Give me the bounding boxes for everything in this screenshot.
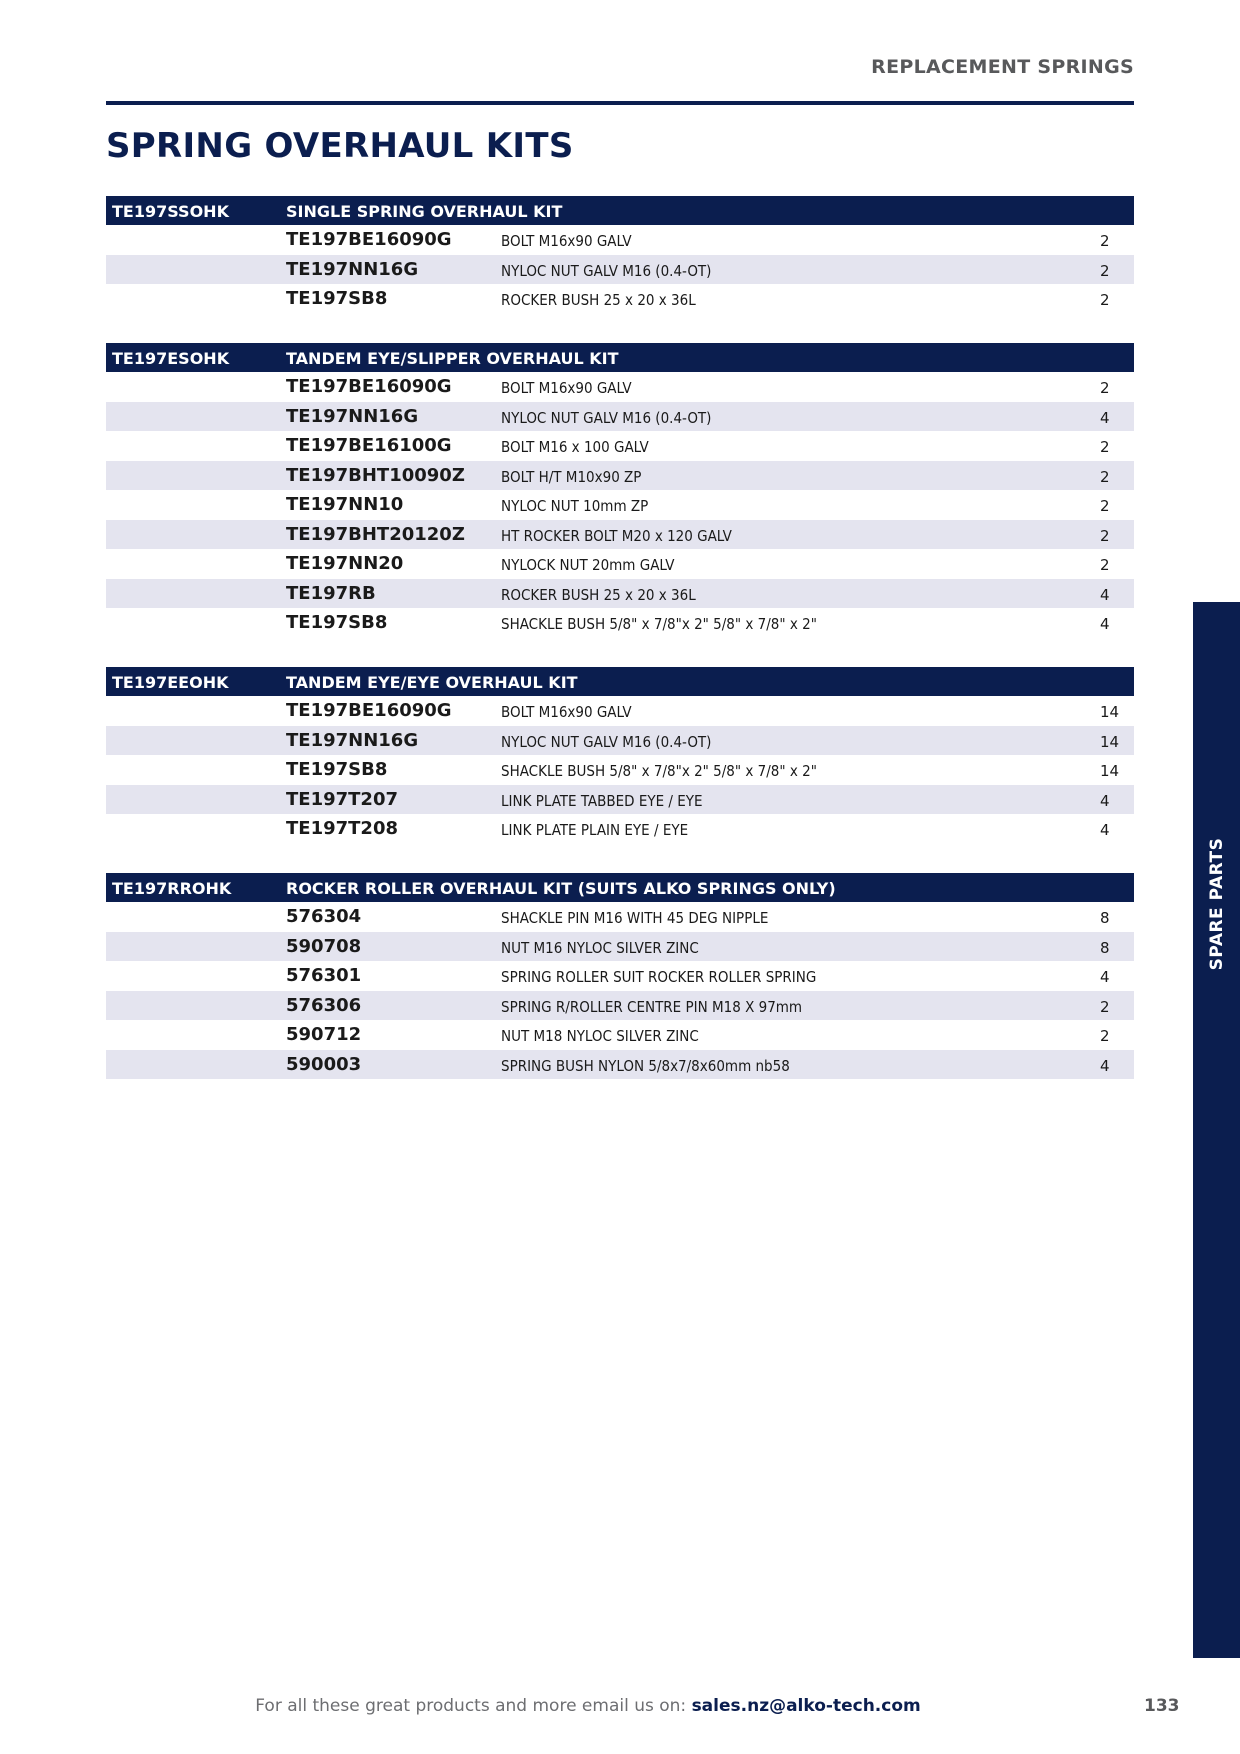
kit-header <box>106 196 1134 225</box>
kit-title: TANDEM EYE/EYE OVERHAUL KIT <box>286 673 578 692</box>
part-description: SHACKLE PIN M16 WITH 45 DEG NIPPLE <box>501 909 769 927</box>
kit-title: SINGLE SPRING OVERHAUL KIT <box>286 202 563 221</box>
kit-section <box>106 873 1134 1079</box>
part-code: TE197SB8 <box>286 612 388 633</box>
table-row <box>106 1050 1134 1080</box>
table-row <box>106 991 1134 1021</box>
kit-code: TE197RROHK <box>112 879 232 898</box>
part-quantity: 2 <box>1100 556 1110 574</box>
part-description: SPRING ROLLER SUIT ROCKER ROLLER SPRING <box>501 968 817 986</box>
part-code: TE197NN20 <box>286 553 404 574</box>
kit-section <box>106 343 1134 638</box>
table-row <box>106 755 1134 785</box>
part-quantity: 8 <box>1100 909 1110 927</box>
kit-section <box>106 667 1134 844</box>
part-code: 576306 <box>286 994 362 1016</box>
part-quantity: 2 <box>1100 291 1110 309</box>
part-quantity: 2 <box>1100 526 1110 545</box>
table-row <box>106 431 1134 461</box>
table-row <box>106 225 1134 255</box>
part-description: SHACKLE BUSH 5/8" x 7/8"x 2" 5/8" x 7/8" x 2" <box>501 615 817 633</box>
part-description: SPRING BUSH NYLON 5/8x7/8x60mm nb58 <box>501 1056 790 1075</box>
table-row <box>106 490 1134 520</box>
part-code: 590712 <box>286 1024 362 1045</box>
part-code: 590003 <box>286 1053 362 1075</box>
part-quantity: 2 <box>1100 232 1110 250</box>
table-row <box>106 932 1134 962</box>
part-code: TE197BE16090G <box>286 376 452 397</box>
part-description: BOLT M16x90 GALV <box>501 703 632 721</box>
part-quantity: 4 <box>1100 1056 1110 1075</box>
part-quantity: 14 <box>1100 732 1120 751</box>
part-code: TE197SB8 <box>286 288 388 309</box>
kit-title: ROCKER ROLLER OVERHAUL KIT (SUITS ALKO SPRINGS ONLY) <box>286 879 836 898</box>
table-row <box>106 549 1134 579</box>
part-code: TE197BHT10090Z <box>286 464 465 486</box>
part-code: TE197RB <box>286 582 376 604</box>
part-quantity: 2 <box>1100 467 1110 486</box>
part-quantity: 4 <box>1100 408 1110 427</box>
part-code: TE197NN16G <box>286 405 419 427</box>
part-description: ROCKER BUSH 25 x 20 x 36L <box>501 291 696 309</box>
page-number: 133 <box>1144 1696 1180 1716</box>
part-code: TE197NN16G <box>286 729 419 751</box>
part-code: 590708 <box>286 935 362 957</box>
top-rule <box>106 101 1134 105</box>
part-quantity: 2 <box>1100 438 1110 456</box>
table-row <box>106 372 1134 402</box>
part-description: ROCKER BUSH 25 x 20 x 36L <box>501 585 696 604</box>
part-quantity: 4 <box>1100 821 1110 839</box>
table-row <box>106 579 1134 609</box>
part-quantity: 2 <box>1100 1027 1110 1045</box>
part-description: SHACKLE BUSH 5/8" x 7/8"x 2" 5/8" x 7/8" x 2" <box>501 762 817 780</box>
part-quantity: 2 <box>1100 379 1110 397</box>
part-description: NYLOCK NUT 20mm GALV <box>501 556 675 574</box>
table-row <box>106 461 1134 491</box>
part-description: BOLT M16x90 GALV <box>501 379 632 397</box>
part-description: NUT M16 NYLOC SILVER ZINC <box>501 938 699 957</box>
table-row <box>106 726 1134 756</box>
part-code: TE197SB8 <box>286 759 388 780</box>
table-row <box>106 1020 1134 1050</box>
part-description: SPRING R/ROLLER CENTRE PIN M18 X 97mm <box>501 997 803 1016</box>
part-description: NYLOC NUT 10mm ZP <box>501 497 649 515</box>
part-code: TE197BE16100G <box>286 435 452 456</box>
part-quantity: 2 <box>1100 497 1110 515</box>
table-row <box>106 961 1134 991</box>
part-quantity: 14 <box>1100 762 1120 780</box>
footer-email-link[interactable]: sales.nz@alko-tech.com <box>691 1696 921 1716</box>
kit-header <box>106 667 1134 696</box>
part-code: 576301 <box>286 965 362 986</box>
part-quantity: 14 <box>1100 703 1120 721</box>
part-code: TE197T208 <box>286 818 398 839</box>
part-code: TE197BE16090G <box>286 700 452 721</box>
part-quantity: 2 <box>1100 261 1110 280</box>
part-description: NYLOC NUT GALV M16 (0.4-OT) <box>501 408 712 427</box>
kit-title: TANDEM EYE/SLIPPER OVERHAUL KIT <box>286 349 619 368</box>
part-description: BOLT H/T M10x90 ZP <box>501 467 642 486</box>
part-description: BOLT M16 x 100 GALV <box>501 438 649 456</box>
part-code: TE197NN10 <box>286 494 404 515</box>
part-description: LINK PLATE PLAIN EYE / EYE <box>501 821 689 839</box>
table-row <box>106 902 1134 932</box>
part-quantity: 8 <box>1100 938 1110 957</box>
table-row <box>106 608 1134 638</box>
section-label: REPLACEMENT SPRINGS <box>871 56 1134 78</box>
part-quantity: 4 <box>1100 585 1110 604</box>
kit-code: TE197SSOHK <box>112 202 229 221</box>
table-row <box>106 402 1134 432</box>
table-row <box>106 520 1134 550</box>
part-code: TE197NN16G <box>286 258 419 280</box>
part-quantity: 4 <box>1100 791 1110 810</box>
part-quantity: 4 <box>1100 968 1110 986</box>
part-description: HT ROCKER BOLT M20 x 120 GALV <box>501 526 732 545</box>
part-description: NYLOC NUT GALV M16 (0.4-OT) <box>501 261 712 280</box>
part-description: BOLT M16x90 GALV <box>501 232 632 250</box>
kit-code: TE197EEOHK <box>112 673 229 692</box>
part-code: TE197T207 <box>286 788 398 810</box>
kit-section <box>106 196 1134 314</box>
footer <box>0 1696 1240 1716</box>
part-description: NUT M18 NYLOC SILVER ZINC <box>501 1027 699 1045</box>
side-tab <box>1193 602 1240 1658</box>
part-description: LINK PLATE TABBED EYE / EYE <box>501 791 703 810</box>
table-row <box>106 255 1134 285</box>
part-code: TE197BHT20120Z <box>286 523 465 545</box>
table-row <box>106 785 1134 815</box>
part-code: 576304 <box>286 906 362 927</box>
part-quantity: 2 <box>1100 997 1110 1016</box>
table-row <box>106 696 1134 726</box>
kit-header <box>106 343 1134 372</box>
part-description: NYLOC NUT GALV M16 (0.4-OT) <box>501 732 712 751</box>
table-row <box>106 814 1134 844</box>
kit-header <box>106 873 1134 902</box>
part-quantity: 4 <box>1100 615 1110 633</box>
kit-code: TE197ESOHK <box>112 349 230 368</box>
page-title: SPRING OVERHAUL KITS <box>106 126 574 166</box>
part-code: TE197BE16090G <box>286 229 452 250</box>
table-row <box>106 284 1134 314</box>
side-tab-label: SPARE PARTS <box>1206 837 1227 971</box>
footer-text: For all these great products and more email us on: <box>255 1696 687 1716</box>
